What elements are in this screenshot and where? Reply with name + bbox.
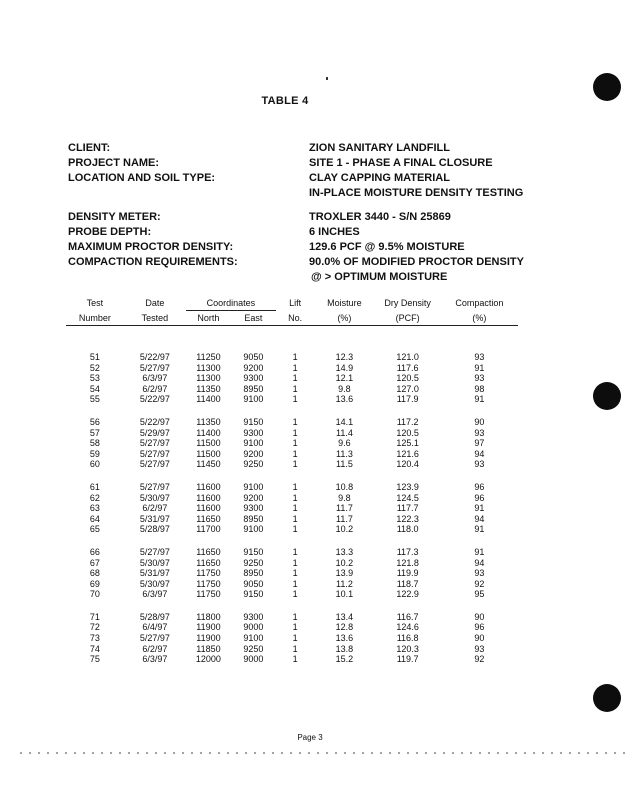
table-row: [66, 405, 518, 428]
info-row: [68, 141, 558, 156]
cell-north: 11250: [196, 352, 221, 362]
cell-date-tested: 5/27/97: [139, 481, 170, 492]
info-row: [68, 225, 558, 240]
cell-compaction: 96: [474, 481, 485, 492]
cell-dry-density: 117.9: [396, 394, 419, 405]
cell-moisture: 13.9: [335, 568, 354, 579]
cell-lift-no: 1: [292, 568, 298, 579]
cell-lift-no: 1: [292, 589, 298, 600]
cell-dry-density: 120.4: [396, 459, 419, 470]
cell-lift-no: 1: [292, 459, 298, 470]
info-value-line: TROXLER 3440 - S/N 25869: [309, 211, 451, 223]
cell-compaction: 95: [474, 589, 485, 600]
info-value: [309, 156, 558, 171]
cell-moisture: 15.2: [335, 654, 354, 665]
cell-test-number: 71: [89, 611, 100, 622]
cell-lift-no: 1: [292, 383, 298, 394]
info-value-line: 6 INCHES: [309, 226, 360, 238]
cell-compaction: 93: [474, 568, 485, 579]
cell-date-tested: 5/27/97: [139, 546, 170, 557]
col-header-dry-density: Dry Density: [384, 298, 431, 309]
cell-dry-density: 117.6: [396, 362, 419, 373]
cell-compaction: 91: [474, 546, 485, 557]
cell-north: 11750: [196, 568, 221, 579]
table-row: [66, 470, 518, 493]
cell-east: 9100: [243, 438, 264, 449]
cell-test-number: 54: [89, 383, 100, 394]
cell-moisture: 11.7: [336, 513, 353, 524]
col-header-date: Date: [145, 298, 165, 309]
info-label: MAXIMUM PROCTOR DENSITY:: [68, 241, 234, 253]
cell-north: 11650: [196, 513, 221, 524]
info-value-line: @ > OPTIMUM MOISTURE: [311, 271, 448, 283]
info-label: PROJECT NAME:: [68, 157, 160, 169]
cell-dry-density: 121.0: [396, 352, 419, 362]
cell-east: 9100: [243, 524, 264, 535]
cell-north: 11900: [196, 633, 221, 644]
cell-moisture: 13.4: [335, 611, 354, 622]
cell-dry-density: 120.5: [396, 427, 419, 438]
info-row: [68, 210, 558, 225]
col-subheader-number: Number: [66, 311, 124, 326]
cell-dry-density: 116.8: [396, 633, 419, 644]
cell-lift-no: 1: [292, 611, 298, 622]
table-row: [66, 363, 518, 374]
cell-dry-density: 127.0: [396, 383, 419, 394]
cell-east: 9300: [243, 503, 264, 514]
cell-moisture: 12.1: [335, 373, 354, 384]
cell-lift-no: 1: [292, 503, 298, 514]
cell-compaction: 91: [474, 362, 485, 373]
cell-date-tested: 6/4/97: [142, 622, 168, 633]
cell-east: 9300: [243, 427, 264, 438]
cell-north: 11300: [196, 362, 221, 373]
table-row: [66, 579, 518, 590]
cell-moisture: 14.1: [335, 416, 354, 427]
cell-lift-no: 1: [292, 394, 298, 405]
table-row: [66, 514, 518, 525]
table-row: [66, 589, 518, 600]
cell-test-number: 65: [89, 524, 100, 535]
col-header-coordinates: Coordinates: [186, 296, 276, 311]
cell-north: 11600: [196, 492, 221, 503]
cell-date-tested: 5/29/97: [139, 427, 170, 438]
table-row: [66, 394, 518, 405]
cell-date-tested: 5/27/97: [139, 362, 170, 373]
cell-date-tested: 5/28/97: [139, 524, 170, 535]
info-value-line: ZION SANITARY LANDFILL: [309, 142, 450, 154]
cell-compaction: 92: [474, 654, 485, 665]
table-row: [66, 633, 518, 644]
cell-north: 11500: [196, 448, 221, 459]
info-value: [309, 255, 558, 285]
cell-moisture: 9.8: [338, 383, 351, 394]
cell-test-number: 70: [89, 589, 100, 600]
cell-compaction: 94: [474, 557, 485, 568]
cell-date-tested: 5/27/97: [139, 459, 170, 470]
info-value-line: IN-PLACE MOISTURE DENSITY TESTING: [309, 187, 524, 199]
cell-test-number: 59: [89, 448, 100, 459]
table-row: [66, 535, 518, 558]
cell-dry-density: 119.7: [396, 654, 419, 665]
table-row: [66, 622, 518, 633]
cell-moisture: 13.3: [335, 546, 354, 557]
cell-compaction: 91: [474, 394, 485, 405]
cell-north: 11650: [196, 557, 221, 568]
cell-east: 9150: [243, 589, 264, 600]
cell-test-number: 73: [89, 633, 100, 644]
cell-dry-density: 125.1: [396, 438, 419, 449]
table-row: [66, 503, 518, 514]
cell-test-number: 68: [89, 568, 100, 579]
cell-lift-no: 1: [292, 643, 298, 654]
cell-north: 11300: [196, 373, 221, 384]
cell-test-number: 64: [89, 513, 100, 524]
info-label: CLIENT:: [68, 142, 111, 154]
cell-moisture: 11.5: [336, 459, 353, 470]
cell-north: 11600: [196, 503, 221, 514]
cell-test-number: 74: [89, 643, 100, 654]
cell-lift-no: 1: [292, 654, 298, 665]
cell-dry-density: 120.5: [396, 373, 419, 384]
col-subheader-north: North: [186, 311, 231, 326]
info-label: DENSITY METER:: [68, 211, 161, 223]
cell-east: 9050: [243, 578, 264, 589]
cell-lift-no: 1: [292, 524, 298, 535]
cell-north: 11500: [196, 438, 221, 449]
info-label: LOCATION AND SOIL TYPE:: [68, 172, 216, 184]
info-value: [309, 210, 558, 225]
cell-test-number: 62: [89, 492, 100, 503]
cell-test-number: 55: [89, 394, 100, 405]
info-value: [309, 171, 558, 201]
info-value-line: SITE 1 - PHASE A FINAL CLOSURE: [309, 157, 493, 169]
cell-compaction: 90: [474, 633, 485, 644]
cell-date-tested: 6/3/97: [142, 589, 168, 600]
cell-north: 11800: [196, 611, 221, 622]
info-row: [68, 255, 558, 285]
info-row: [68, 171, 558, 201]
cell-north: 11700: [196, 524, 221, 535]
cell-test-number: 67: [89, 557, 100, 568]
cell-lift-no: 1: [292, 481, 298, 492]
cell-dry-density: 121.8: [396, 557, 419, 568]
cell-lift-no: 1: [292, 352, 298, 362]
cell-test-number: 53: [89, 373, 100, 384]
cell-east: 9100: [243, 394, 264, 405]
page-number: Page 3: [297, 733, 323, 742]
cell-compaction: 97: [474, 438, 485, 449]
cell-dry-density: 122.3: [396, 513, 419, 524]
table-row: [66, 493, 518, 504]
cell-east: 9300: [243, 373, 264, 384]
col-subheader-lift-no: No.: [276, 311, 315, 326]
cell-moisture: 9.6: [338, 438, 351, 449]
cell-lift-no: 1: [292, 448, 298, 459]
cell-east: 9000: [243, 654, 264, 665]
cell-moisture: 10.8: [335, 481, 354, 492]
cell-date-tested: 5/22/97: [139, 416, 170, 427]
cell-date-tested: 6/2/97: [142, 383, 168, 394]
cell-test-number: 51: [89, 352, 100, 362]
cell-compaction: 93: [474, 373, 485, 384]
cell-east: 9100: [243, 481, 264, 492]
cell-moisture: 10.2: [335, 524, 354, 535]
cell-east: 8950: [243, 568, 264, 579]
table-row: [66, 568, 518, 579]
cell-east: 9200: [243, 448, 264, 459]
cell-test-number: 72: [89, 622, 100, 633]
cell-east: 9250: [243, 459, 264, 470]
cell-compaction: 92: [474, 578, 485, 589]
cell-date-tested: 5/31/97: [139, 568, 170, 579]
cell-east: 9250: [243, 643, 264, 654]
cell-test-number: 52: [89, 362, 100, 373]
cell-moisture: 13.6: [335, 394, 354, 405]
cell-moisture: 13.6: [335, 633, 354, 644]
cell-dry-density: 119.9: [396, 568, 419, 579]
scan-artifact-line: [20, 752, 625, 754]
cell-test-number: 69: [89, 578, 100, 589]
cell-date-tested: 6/2/97: [142, 503, 168, 514]
table-row: [66, 524, 518, 535]
col-header-compaction: Compaction: [455, 298, 504, 309]
cell-east: 8950: [243, 513, 264, 524]
cell-dry-density: 120.3: [396, 643, 419, 654]
cell-dry-density: 124.5: [396, 492, 419, 503]
table-row: [66, 326, 518, 363]
cell-date-tested: 5/27/97: [139, 448, 170, 459]
table-row: [66, 600, 518, 623]
info-value: [309, 225, 558, 240]
cell-lift-no: 1: [292, 546, 298, 557]
col-subheader-moisture-pct: (%): [314, 311, 374, 326]
project-info-block: [68, 141, 558, 285]
cell-test-number: 66: [89, 546, 100, 557]
info-row: [68, 240, 558, 255]
table-row: [66, 428, 518, 439]
cell-date-tested: 5/30/97: [139, 557, 170, 568]
cell-test-number: 61: [89, 481, 100, 492]
cell-lift-no: 1: [292, 416, 298, 427]
cell-dry-density: 122.9: [396, 589, 419, 600]
cell-east: 9150: [243, 546, 264, 557]
cell-date-tested: 5/27/97: [139, 633, 170, 644]
info-value: [309, 141, 558, 156]
info-value-line: CLAY CAPPING MATERIAL: [309, 172, 450, 184]
table-row: [66, 558, 518, 569]
cell-east: 9200: [243, 492, 264, 503]
cell-compaction: 93: [474, 643, 485, 654]
cell-east: 9250: [243, 557, 264, 568]
col-subheader-compaction-pct: (%): [441, 311, 518, 326]
col-subheader-pcf: (PCF): [374, 311, 440, 326]
cell-compaction: 96: [474, 492, 485, 503]
cell-dry-density: 118.0: [396, 524, 419, 535]
col-header-moisture: Moisture: [327, 298, 362, 309]
cell-compaction: 90: [474, 416, 485, 427]
cell-date-tested: 5/28/97: [139, 611, 170, 622]
cell-date-tested: 6/3/97: [142, 373, 168, 384]
hole-punch-bottom: [593, 684, 621, 712]
cell-moisture: 9.8: [338, 492, 351, 503]
cell-compaction: 90: [474, 611, 485, 622]
cell-moisture: 10.2: [335, 557, 354, 568]
cell-lift-no: 1: [292, 427, 298, 438]
hole-punch-middle: [593, 382, 621, 410]
cell-north: 11400: [196, 394, 221, 405]
cell-north: 11350: [196, 383, 221, 394]
cell-test-number: 63: [89, 503, 100, 514]
table-row: [66, 438, 518, 449]
cell-moisture: 11.7: [336, 503, 353, 514]
cell-compaction: 94: [474, 513, 485, 524]
cell-lift-no: 1: [292, 633, 298, 644]
cell-date-tested: 5/27/97: [139, 438, 170, 449]
cell-date-tested: 5/22/97: [139, 394, 170, 405]
cell-moisture: 11.4: [336, 427, 353, 438]
cell-east: 9000: [243, 622, 264, 633]
cell-lift-no: 1: [292, 362, 298, 373]
cell-east: 9300: [243, 611, 264, 622]
cell-lift-no: 1: [292, 513, 298, 524]
cell-compaction: 93: [474, 427, 485, 438]
table-row: [66, 373, 518, 384]
cell-east: 9150: [243, 416, 264, 427]
cell-north: 11400: [196, 427, 221, 438]
info-value: [309, 240, 558, 255]
table-row: [66, 654, 518, 665]
cell-east: 9050: [243, 352, 264, 362]
scan-speck: [326, 77, 328, 80]
table-row: [66, 644, 518, 655]
cell-moisture: 14.9: [335, 362, 354, 373]
table-row: [66, 384, 518, 395]
cell-moisture: 11.3: [336, 448, 353, 459]
info-row: [68, 156, 558, 171]
cell-test-number: 60: [89, 459, 100, 470]
cell-test-number: 56: [89, 416, 100, 427]
cell-north: 11750: [196, 589, 221, 600]
cell-north: 11650: [196, 546, 221, 557]
col-header-test: Test: [86, 298, 104, 309]
cell-lift-no: 1: [292, 492, 298, 503]
info-value-line: 129.6 PCF @ 9.5% MOISTURE: [309, 241, 465, 253]
cell-moisture: 12.8: [335, 622, 354, 633]
cell-compaction: 96: [474, 622, 485, 633]
col-subheader-tested: Tested: [124, 311, 186, 326]
info-value-line: 90.0% OF MODIFIED PROCTOR DENSITY: [309, 256, 524, 268]
cell-dry-density: 117.2: [396, 416, 419, 427]
cell-test-number: 58: [89, 438, 100, 449]
cell-moisture: 11.2: [336, 578, 353, 589]
cell-lift-no: 1: [292, 557, 298, 568]
cell-east: 8950: [243, 383, 264, 394]
cell-north: 11450: [196, 459, 221, 470]
cell-moisture: 12.3: [335, 352, 354, 362]
col-subheader-east: East: [231, 311, 276, 326]
cell-date-tested: 5/30/97: [139, 492, 170, 503]
cell-dry-density: 121.6: [396, 448, 419, 459]
cell-dry-density: 116.7: [396, 611, 419, 622]
cell-compaction: 93: [474, 459, 485, 470]
cell-lift-no: 1: [292, 438, 298, 449]
cell-date-tested: 6/2/97: [142, 643, 168, 654]
cell-lift-no: 1: [292, 622, 298, 633]
cell-north: 11600: [196, 481, 221, 492]
cell-compaction: 91: [474, 503, 485, 514]
cell-date-tested: 5/22/97: [139, 352, 170, 362]
test-results-table: [66, 296, 518, 665]
info-label: PROBE DEPTH:: [68, 226, 152, 238]
cell-moisture: 10.1: [335, 589, 354, 600]
cell-date-tested: 5/30/97: [139, 578, 170, 589]
cell-north: 11350: [196, 416, 221, 427]
cell-test-number: 57: [89, 427, 100, 438]
cell-compaction: 94: [474, 448, 485, 459]
cell-lift-no: 1: [292, 578, 298, 589]
cell-dry-density: 117.7: [396, 503, 419, 514]
cell-moisture: 13.8: [335, 643, 354, 654]
hole-punch-top: [593, 73, 621, 101]
cell-test-number: 75: [89, 654, 100, 665]
cell-compaction: 93: [474, 352, 485, 362]
cell-dry-density: 123.9: [396, 481, 419, 492]
cell-date-tested: 5/31/97: [139, 513, 170, 524]
cell-north: 11750: [196, 578, 221, 589]
cell-east: 9200: [243, 362, 264, 373]
cell-north: 11900: [196, 622, 221, 633]
cell-dry-density: 117.3: [396, 546, 419, 557]
cell-compaction: 91: [474, 524, 485, 535]
table-row: [66, 449, 518, 460]
cell-lift-no: 1: [292, 373, 298, 384]
cell-compaction: 98: [474, 383, 485, 394]
table-title: TABLE 4: [261, 95, 309, 107]
cell-north: 12000: [195, 654, 221, 665]
cell-dry-density: 118.7: [396, 578, 419, 589]
cell-dry-density: 124.6: [396, 622, 419, 633]
table-row: [66, 459, 518, 470]
cell-date-tested: 6/3/97: [142, 654, 168, 665]
cell-east: 9100: [243, 633, 264, 644]
col-header-lift: Lift: [289, 298, 302, 309]
info-label: COMPACTION REQUIREMENTS:: [68, 256, 238, 268]
cell-north: 11850: [196, 643, 221, 654]
